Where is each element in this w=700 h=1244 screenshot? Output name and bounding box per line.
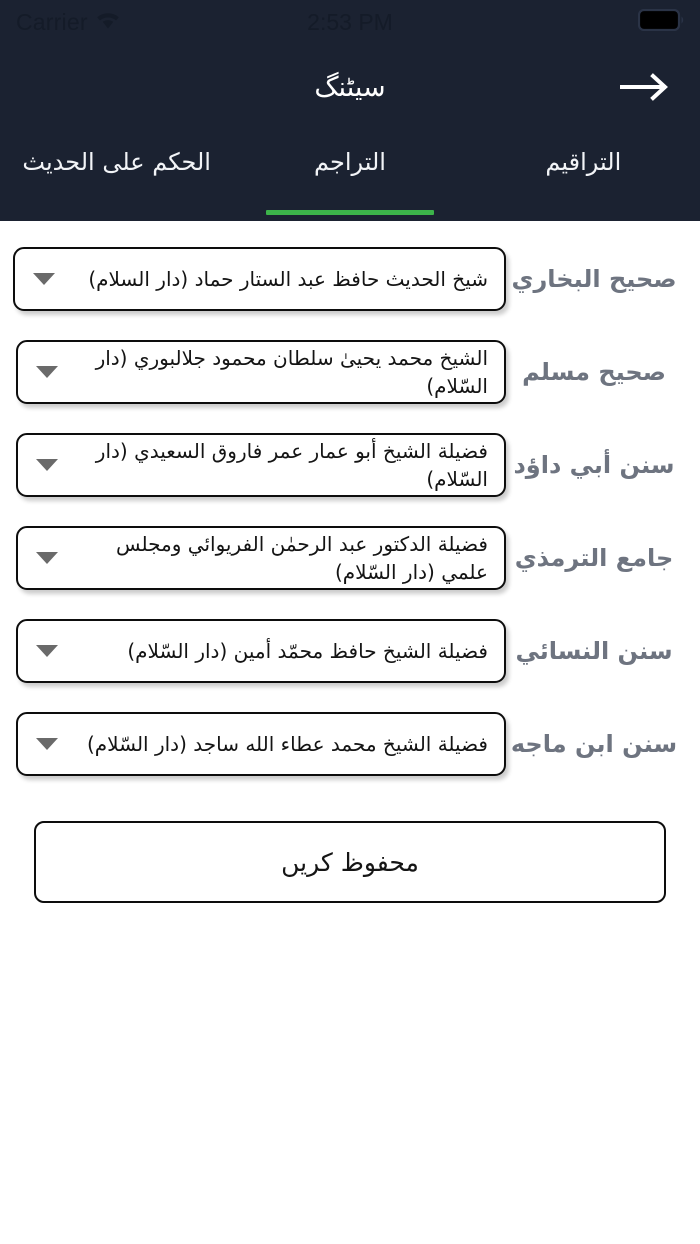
tab-label: الحكم على الحديث (22, 148, 211, 176)
book-label: سنن ابن ماجه (510, 730, 678, 758)
chevron-down-icon (30, 737, 64, 751)
status-bar-right (638, 9, 684, 35)
setting-row-muslim (0, 337, 700, 407)
translator-value: الشيخ محمد يحيىٰ سلطان محمود جلالبوري (دار السّلام) (95, 346, 488, 398)
tab-label: التراجم (314, 148, 386, 176)
translator-dropdown-muslim[interactable] (16, 340, 506, 404)
setting-row-abu-dawud (0, 430, 700, 500)
setting-row-tirmidhi (0, 523, 700, 593)
book-label: جامع الترمذي (514, 544, 674, 572)
chevron-down-icon (30, 644, 64, 658)
setting-row-ibn-majah (0, 709, 700, 779)
chevron-down-icon (30, 551, 64, 565)
book-label: صحيح البخاري (511, 265, 677, 293)
translator-dropdown-bukhari[interactable] (13, 247, 506, 311)
battery-full-icon (638, 9, 684, 35)
translator-value: فضيلة الشيخ محمد عطاء الله ساجد (دار السّلام) (87, 732, 488, 756)
arrow-right-icon (620, 72, 672, 106)
carrier-label: Carrier (16, 8, 88, 35)
save-button-container (0, 802, 700, 903)
tab-taraqeem[interactable] (467, 134, 700, 221)
tab-hukm-ala-hadith[interactable] (0, 134, 233, 221)
status-bar (0, 0, 700, 44)
book-label: سنن النسائي (515, 637, 673, 665)
setting-row-bukhari (0, 244, 700, 314)
setting-row-nasai (0, 616, 700, 686)
tab-label: التراقيم (545, 148, 622, 176)
translator-dropdown-ibn-majah[interactable] (16, 712, 506, 776)
status-bar-left (16, 9, 121, 36)
translator-value: شيخ الحديث حافظ عبد الستار حماد (دار السلام) (88, 267, 488, 291)
settings-content (0, 221, 700, 903)
translator-value: فضيلة الدكتور عبد الرحمٰن الفريوائي ومجلس علمي (دار السّلام) (116, 532, 488, 584)
page-title: سیٹنگ (314, 72, 386, 103)
forward-button[interactable] (618, 68, 674, 110)
translator-dropdown-tirmidhi[interactable] (16, 526, 506, 590)
translator-value: فضيلة الشيخ حافظ محمّد أمين (دار السّلام) (127, 639, 488, 663)
save-button[interactable] (34, 821, 666, 903)
app-header (0, 0, 700, 221)
save-button-label: محفوظ کریں (281, 847, 419, 877)
chevron-down-icon (27, 272, 61, 286)
wifi-icon (95, 10, 121, 34)
status-bar-time: 2:53 PM (307, 8, 393, 35)
navigation-bar (0, 44, 700, 134)
chevron-down-icon (30, 365, 64, 379)
translator-dropdown-abu-dawud[interactable] (16, 433, 506, 497)
book-label: صحيح مسلم (522, 358, 666, 386)
translator-value: فضيلة الشيخ أبو عمار عمر فاروق السعيدي (دار السّلام) (95, 439, 488, 491)
chevron-down-icon (30, 458, 64, 472)
translator-dropdown-nasai[interactable] (16, 619, 506, 683)
tab-tarajim[interactable] (233, 134, 466, 221)
tab-active-indicator (266, 210, 434, 215)
tab-bar (0, 134, 700, 221)
book-label: سنن أبي داؤد (513, 451, 675, 479)
